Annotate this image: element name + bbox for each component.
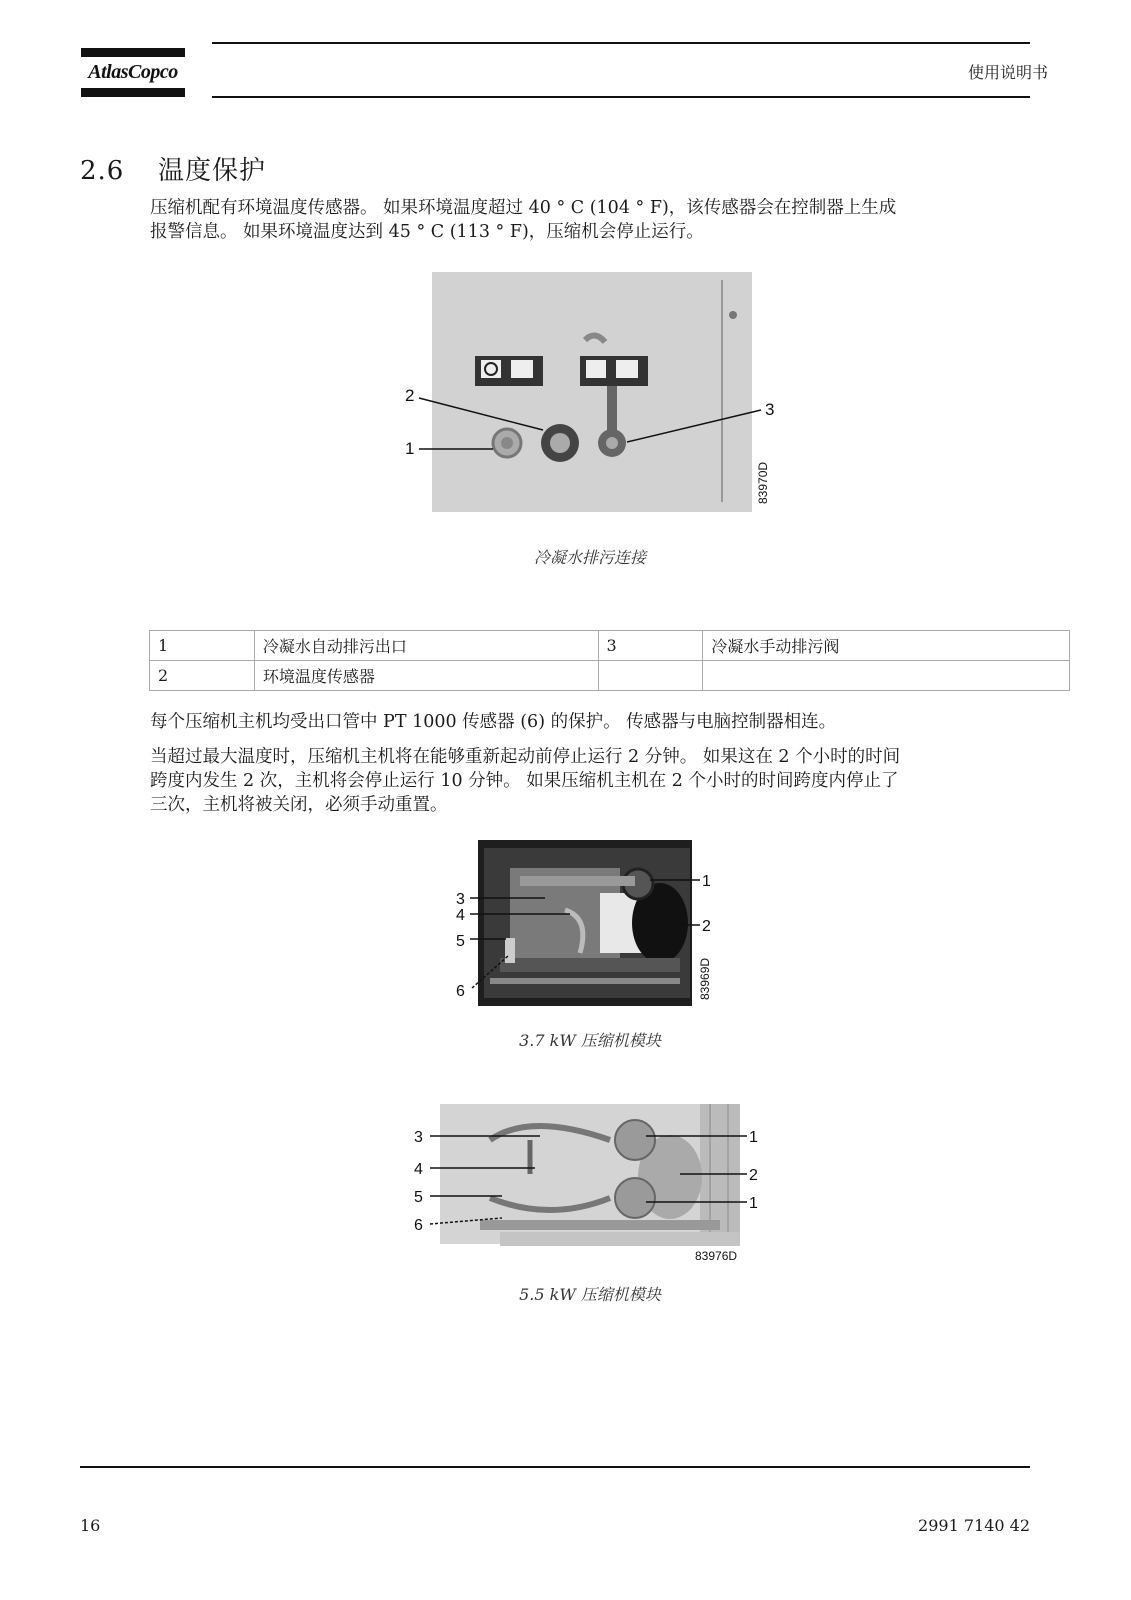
callout-label: 3 <box>765 400 775 419</box>
section-title: 温度保护 <box>158 156 267 186</box>
callout-label: 3 <box>456 891 465 908</box>
callout-label: 2 <box>749 1167 758 1184</box>
figure-drain-connections <box>395 270 785 515</box>
table-cell <box>703 661 1070 691</box>
figure-caption: 3.7 kW 压缩机模块 <box>519 1031 661 1050</box>
table-cell: 3 <box>598 631 703 661</box>
document-number: 2991 7140 42 <box>918 1516 1030 1535</box>
figure-5-5kw-image <box>410 1102 770 1267</box>
body-line: 三次，主机将被关闭，必须手动重置。 <box>150 795 448 815</box>
body-paragraph: 每个压缩机主机均受出口管中 PT 1000 传感器 (6) 的保护。 传感器与电脑控制器相连。 <box>150 712 837 732</box>
figure-3-7kw-module <box>450 838 730 1008</box>
table-cell <box>598 661 703 691</box>
section-number: 2.6 <box>80 156 125 186</box>
intro-line: 报警信息。 如果环境温度达到 45 ° C (113 ° F)，压缩机会停止运行。 <box>150 222 704 242</box>
section-heading <box>80 150 266 187</box>
callout-label: 4 <box>456 907 465 924</box>
legend-table <box>149 630 1070 691</box>
callout-label: 1 <box>702 873 711 890</box>
intro-line: 压缩机配有环境温度传感器。 如果环境温度超过 40 ° C (104 ° F)，该传感器会在控制器上生成 <box>150 198 897 218</box>
figure-code: 83970D <box>756 461 770 504</box>
figure-drain-image <box>395 270 785 515</box>
figure-caption: 冷凝水排污连接 <box>533 548 646 567</box>
logo-bar-top <box>81 48 185 57</box>
figure-code: 83969D <box>698 957 712 1000</box>
callout-label: 2 <box>702 918 711 935</box>
body-line: 跨度内发生 2 次，主机将会停止运行 10 分钟。 如果压缩机主机在 2 个小时的时间跨度内停止了 <box>150 771 899 791</box>
table-cell: 冷凝水手动排污阀 <box>703 631 1070 661</box>
callout-label: 5 <box>456 933 465 950</box>
callout-label: 2 <box>405 386 415 405</box>
header-title: 使用说明书 <box>967 63 1048 82</box>
body-line: 当超过最大温度时，压缩机主机将在能够重新起动前停止运行 2 分钟。 如果这在 2 个小时的时间 <box>150 747 901 767</box>
body-paragraph <box>150 745 1050 817</box>
callout-label: 6 <box>414 1217 423 1234</box>
callout-label: 5 <box>414 1189 423 1206</box>
table-cell: 环境温度传感器 <box>254 661 598 691</box>
callout-label: 3 <box>414 1129 423 1146</box>
table-cell: 2 <box>150 661 255 691</box>
intro-paragraph <box>150 196 1050 244</box>
callout-label: 4 <box>414 1161 423 1178</box>
callout-label: 1 <box>749 1129 758 1146</box>
figure-5-5kw-module <box>410 1102 770 1267</box>
callout-label: 6 <box>456 983 465 1000</box>
logo-bar-bottom <box>81 88 185 97</box>
figure-code: 83976D <box>695 1249 738 1263</box>
callout-label: 1 <box>749 1195 758 1212</box>
table-cell: 冷凝水自动排污出口 <box>254 631 598 661</box>
header-rule-top <box>212 42 1030 44</box>
logo-text: AtlasCopco <box>88 61 178 83</box>
table-row <box>150 631 1070 661</box>
header-rule-bottom <box>212 96 1030 98</box>
footer-rule <box>80 1466 1030 1468</box>
page-number: 16 <box>80 1516 101 1535</box>
callout-label: 1 <box>405 439 415 458</box>
table-row <box>150 661 1070 691</box>
table-cell: 1 <box>150 631 255 661</box>
figure-3-7kw-image <box>450 838 730 1008</box>
figure-caption: 5.5 kW 压缩机模块 <box>519 1285 661 1304</box>
